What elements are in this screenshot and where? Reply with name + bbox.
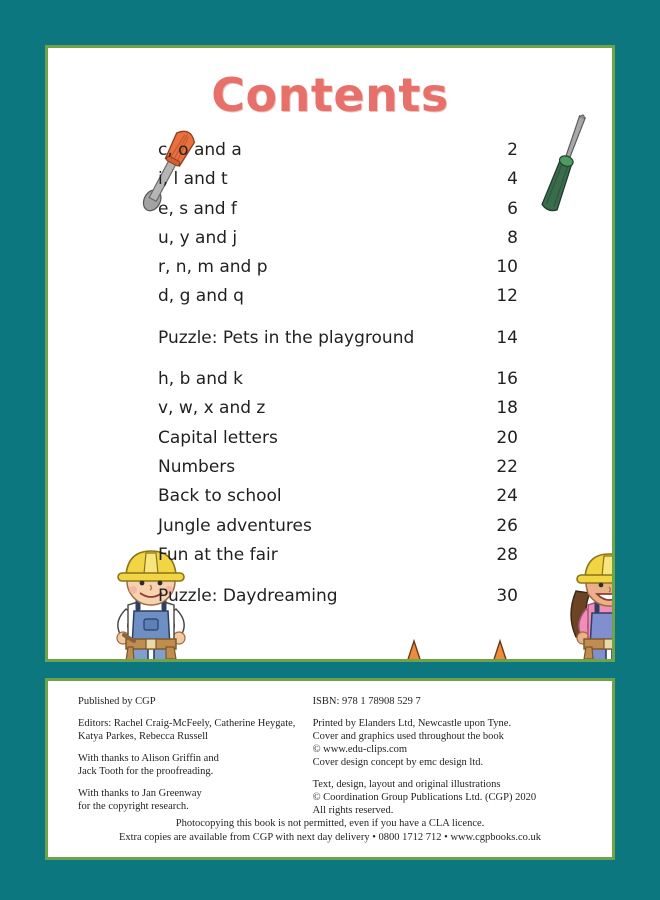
contents-entry-page: 8	[507, 227, 518, 248]
contents-entry-label: Back to school	[158, 486, 282, 507]
contents-entry-page: 4	[507, 169, 518, 190]
list-item[interactable]	[158, 428, 518, 457]
contents-entry-page: 28	[496, 544, 518, 565]
list-item[interactable]	[158, 369, 518, 398]
contents-entry-label: i, l and t	[158, 169, 228, 190]
contents-entry-label: d, g and q	[158, 286, 244, 307]
contents-entry-label: h, b and k	[158, 369, 244, 390]
contents-entry-page: 14	[496, 327, 518, 348]
contents-entry-label: r, n, m and p	[158, 257, 268, 278]
contents-entry-page: 2	[507, 140, 518, 160]
contents-panel	[45, 45, 615, 662]
contents-entry-page: 10	[496, 257, 518, 278]
imprint-right-column	[313, 695, 612, 826]
contents-entry-label: Numbers	[158, 456, 236, 477]
list-item[interactable]	[158, 199, 518, 228]
list-item[interactable]	[158, 398, 518, 427]
contents-entry-label: u, y and j	[158, 227, 238, 248]
imprint-columns	[48, 695, 612, 826]
contents-entry-page: 22	[496, 456, 518, 477]
list-item[interactable]	[158, 586, 518, 615]
publisher-line: Published by CGP	[78, 696, 156, 707]
contents-entry-page: 18	[496, 398, 518, 419]
list-item[interactable]	[158, 545, 518, 574]
proofreading-credit: With thanks to Alison Griffin and Jack Tooth for the proofreading.	[78, 753, 219, 777]
contents-entry-label: v, w, x and z	[158, 398, 266, 419]
page-title: Contents	[211, 68, 449, 122]
contents-entry-label: Puzzle: Pets in the playground	[158, 327, 415, 348]
contents-entry-page: 16	[496, 369, 518, 390]
traffic-cone-icon	[386, 638, 442, 662]
list-item[interactable]	[158, 457, 518, 486]
list-item[interactable]	[158, 486, 518, 515]
contents-list	[158, 140, 518, 615]
contents-entry-page: 26	[496, 515, 518, 536]
copyright-research-credit: With thanks to Jan Greenway for the copyright research.	[78, 788, 202, 812]
list-item[interactable]	[158, 257, 518, 286]
list-item[interactable]	[158, 169, 518, 198]
photocopying-notice: Photocopying this book is not permitted, even if you have a CLA licence. Extra copies are available from CGP with next day delivery • 0800 1712 712 • www.cgpbooks.co.uk	[118, 818, 542, 843]
contents-entry-page: 12	[496, 286, 518, 307]
contents-entry-page: 20	[496, 427, 518, 448]
copyright-notice: Text, design, layout and original illustrations © Coordination Group Publications Ltd. (CGP) 2020 All rights reserved.	[312, 779, 537, 816]
builder-girl-illustration	[556, 545, 615, 662]
traffic-cone-icon	[472, 638, 528, 662]
list-item[interactable]	[158, 328, 518, 357]
contents-entry-page: 30	[496, 586, 518, 607]
editors-credit: Editors: Rachel Craig-McFeely, Catherine Heygate, Katya Parkes, Rebecca Russell	[78, 718, 296, 742]
contents-entry-label: Fun at the fair	[158, 544, 278, 565]
contents-entry-page: 24	[496, 486, 518, 507]
contents-entry-label: Puzzle: Daydreaming	[158, 586, 338, 607]
isbn-line: ISBN: 978 1 78908 529 7	[312, 696, 421, 707]
list-item[interactable]	[158, 516, 518, 545]
imprint-left-column	[48, 695, 313, 826]
contents-entry-page: 6	[507, 198, 518, 219]
contents-entry-label: Jungle adventures	[158, 515, 312, 536]
contents-entry-label: c, o and a	[158, 140, 242, 160]
list-item[interactable]	[158, 228, 518, 257]
screwdriver-green-icon	[530, 106, 602, 218]
list-item[interactable]	[158, 286, 518, 315]
contents-entry-label: e, s and f	[158, 198, 237, 219]
imprint-panel	[45, 678, 615, 860]
contents-entry-label: Capital letters	[158, 427, 278, 448]
list-item[interactable]	[158, 140, 518, 169]
printing-credit: Printed by Elanders Ltd, Newcastle upon Tyne. Cover and graphics used throughout the book © www.edu-clips.com Cover design concept by emc design ltd.	[312, 718, 512, 768]
